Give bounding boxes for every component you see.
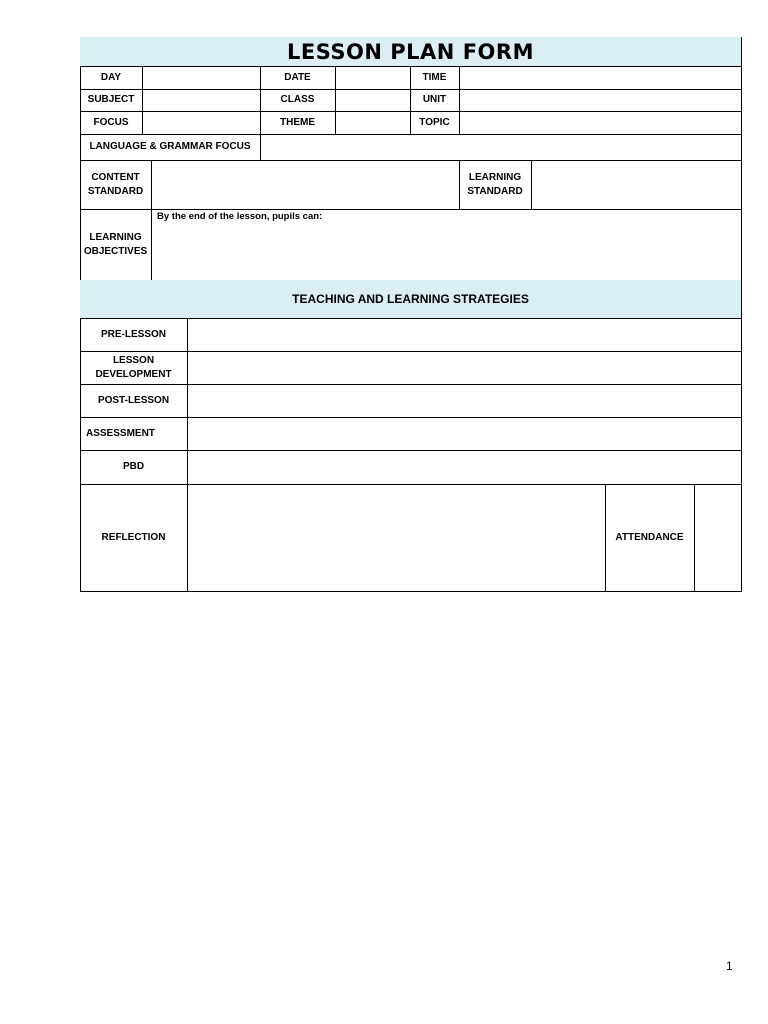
objectives-intro-text: By the end of the lesson, pupils can: [157,211,323,222]
focus-field[interactable] [142,111,261,135]
reflection-label: REFLECTION [80,484,188,592]
content-standard-label: CONTENT STANDARD [80,160,152,210]
unit-label: UNIT [410,89,460,112]
attendance-label: ATTENDANCE [605,484,695,592]
lesson-development-label: LESSON DEVELOPMENT [80,351,188,385]
reflection-field[interactable] [187,484,606,592]
theme-field[interactable] [335,111,411,135]
learning-standard-label: LEARNING STANDARD [459,160,532,210]
pbd-field[interactable] [187,450,742,485]
date-label: DATE [260,66,336,90]
form-title: LESSON PLAN FORM [80,37,742,67]
date-field[interactable] [335,66,411,90]
class-label: CLASS [260,89,336,112]
learning-objectives-field[interactable] [151,209,742,281]
strategies-heading: TEACHING AND LEARNING STRATEGIES [80,280,742,319]
topic-label: TOPIC [410,111,460,135]
page-number: 1 [726,959,733,973]
subject-field[interactable] [142,89,261,112]
time-field[interactable] [459,66,742,90]
subject-label: SUBJECT [80,89,143,112]
pre-lesson-label: PRE-LESSON [80,318,188,352]
pbd-label: PBD [80,450,188,485]
assessment-label: ASSESSMENT [80,417,188,451]
language-grammar-focus-field[interactable] [260,134,742,161]
day-field[interactable] [142,66,261,90]
learning-standard-field[interactable] [531,160,742,210]
topic-field[interactable] [459,111,742,135]
post-lesson-label: POST-LESSON [80,384,188,418]
focus-label: FOCUS [80,111,143,135]
assessment-field[interactable] [187,417,742,451]
content-standard-field[interactable] [151,160,460,210]
class-field[interactable] [335,89,411,112]
unit-field[interactable] [459,89,742,112]
post-lesson-field[interactable] [187,384,742,418]
language-grammar-focus-label: LANGUAGE & GRAMMAR FOCUS [80,134,261,161]
attendance-field[interactable] [694,484,742,592]
day-label: DAY [80,66,143,90]
time-label: TIME [410,66,460,90]
lesson-development-field[interactable] [187,351,742,385]
learning-objectives-label: LEARNING OBJECTIVES [80,209,152,281]
pre-lesson-field[interactable] [187,318,742,352]
theme-label: THEME [260,111,336,135]
